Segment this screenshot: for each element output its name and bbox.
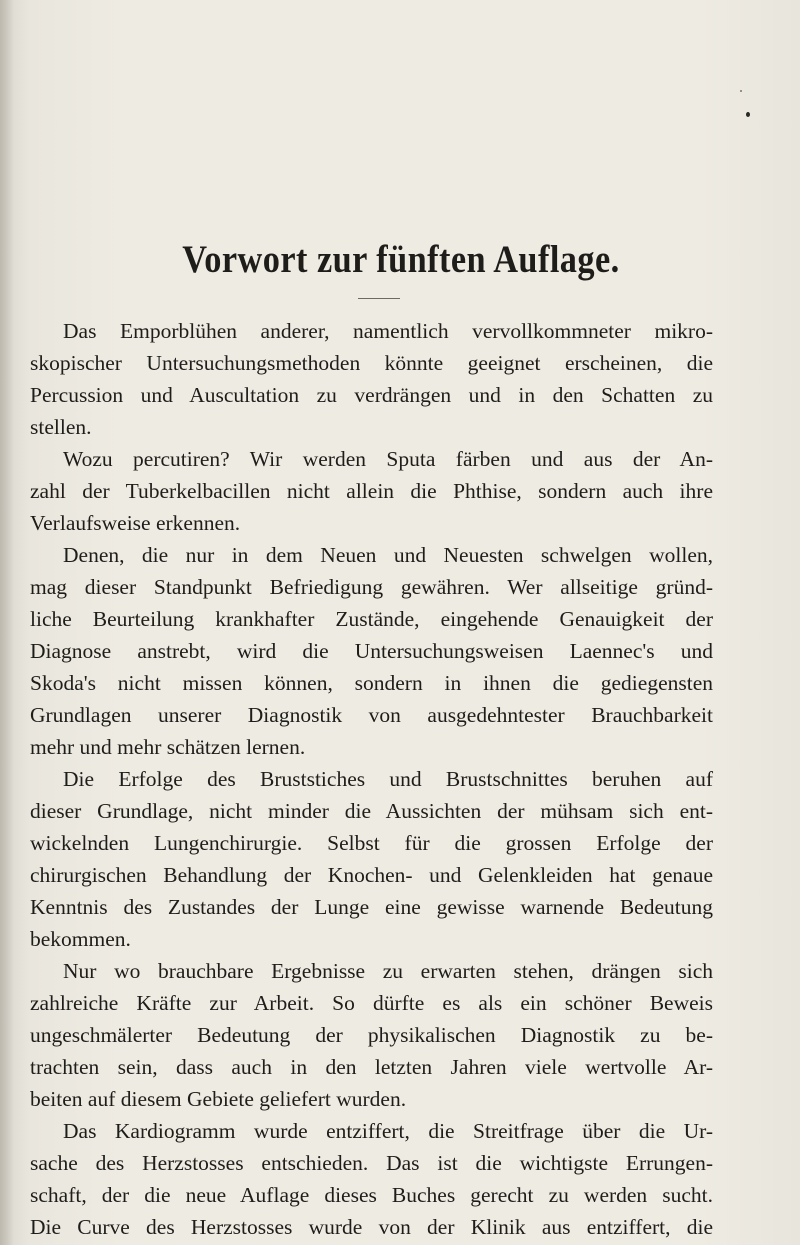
- text-line: Das Kardiogramm wurde entziffert, die Streitfrage über die Ur-: [63, 1119, 713, 1143]
- page-gutter-shadow: [0, 0, 14, 1245]
- text-line: Grundlagen unserer Diagnostik von ausgedehntester Brauchbarkeit: [30, 703, 713, 727]
- text-line: Skoda's nicht missen können, sondern in ihnen die gediegensten: [30, 671, 713, 695]
- text-line: Diagnose anstrebt, wird die Untersuchungsweisen Laennec's und: [30, 639, 713, 663]
- text-line: schaft, der die neue Auflage dieses Buches gerecht zu werden sucht.: [30, 1183, 713, 1207]
- text-line: bekommen.: [30, 927, 131, 951]
- text-line: Kenntnis des Zustandes der Lunge eine gewisse warnende Bedeutung: [30, 895, 713, 919]
- text-line: Verlaufsweise erkennen.: [30, 511, 241, 535]
- body-text: [30, 315, 713, 1243]
- text-line: Die Curve des Herzstosses wurde von der Klinik aus entziffert, die: [30, 1215, 713, 1239]
- text-line: mehr und mehr schätzen lernen.: [30, 735, 306, 759]
- text-line: mag dieser Standpunkt Befriedigung gewähren. Wer allseitige gründ-: [30, 575, 713, 599]
- text-line: zahlreiche Kräfte zur Arbeit. So dürfte es als ein schöner Beweis: [30, 991, 713, 1015]
- title-divider: [358, 298, 400, 299]
- ink-speck: [740, 90, 742, 92]
- text-line: Das Emporblühen anderer, namentlich vervollkommneter mikro-: [63, 319, 713, 343]
- text-line: stellen.: [30, 415, 92, 439]
- text-line: liche Beurteilung krankhafter Zustände, eingehende Genauigkeit der: [30, 607, 713, 631]
- text-line: Die Erfolge des Bruststiches und Brustschnittes beruhen auf: [63, 767, 713, 791]
- page-title: Vorwort zur fünften Auflage.: [182, 238, 620, 281]
- text-line: dieser Grundlage, nicht minder die Aussichten der mühsam sich ent-: [30, 799, 713, 823]
- text-line: beiten auf diesem Gebiete geliefert wurden.: [30, 1087, 407, 1111]
- text-line: Nur wo brauchbare Ergebnisse zu erwarten stehen, drängen sich: [63, 959, 713, 983]
- text-line: chirurgischen Behandlung der Knochen- und Gelenkleiden hat genaue: [30, 863, 713, 887]
- text-line: trachten sein, dass auch in den letzten Jahren viele wertvolle Ar-: [30, 1055, 713, 1079]
- text-line: ungeschmälerter Bedeutung der physikalischen Diagnostik zu be-: [30, 1023, 713, 1047]
- text-line: Denen, die nur in dem Neuen und Neuesten schwelgen wollen,: [63, 543, 713, 567]
- text-line: wickelnden Lungenchirurgie. Selbst für die grossen Erfolge der: [30, 831, 713, 855]
- text-line: Wozu percutiren? Wir werden Sputa färben und aus der An-: [63, 447, 713, 471]
- text-line: sache des Herzstosses entschieden. Das ist die wichtigste Errungen-: [30, 1151, 713, 1175]
- text-line: skopischer Untersuchungsmethoden könnte geeignet erscheinen, die: [30, 351, 713, 375]
- ink-speck: [746, 112, 750, 117]
- text-line: Percussion und Auscultation zu verdrängen und in den Schatten zu: [30, 383, 713, 407]
- text-line: zahl der Tuberkelbacillen nicht allein die Phthise, sondern auch ihre: [30, 479, 713, 503]
